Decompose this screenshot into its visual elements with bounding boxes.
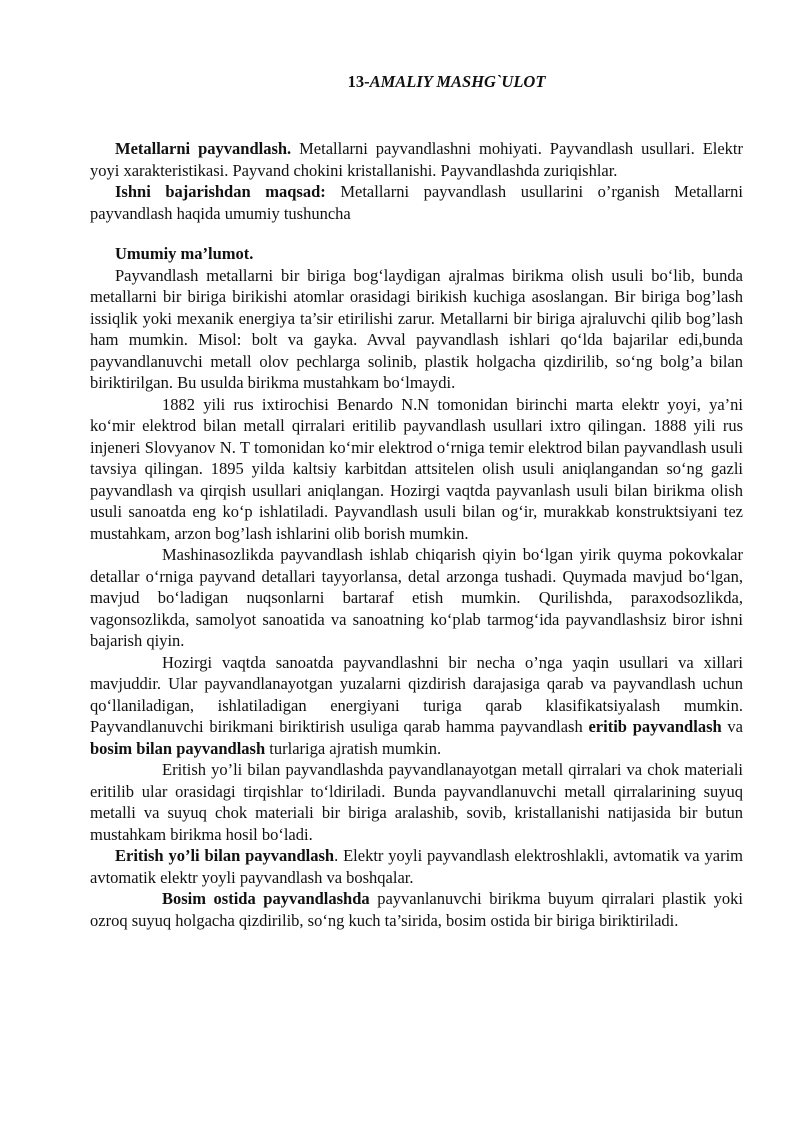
paragraph-7-text: payvanlanuvchi birikma buyum qirralari plastik yoki ozroq suyuq holgacha qizdirilib, so‘ng kuch ta’sirida, bosim ostida bir biriga biriktiriladi. bbox=[90, 889, 743, 930]
paragraph-4-start: Hozirgi vaqtda sanoatda payvandlashni bir necha o’nga yaqin usullari va xillari mavjuddir. Ular payvandlanayotgan yuzalarni qizdirish darajasiga qarab va payvandlash uchun qo‘llaniladigan, ishlatiladigan energiyani turiga qarab klasifikatsiyalash mumkin. Payvandlanuvchi birikmani biriktirish usuliga qarab hamma payvandlash bbox=[90, 652, 743, 736]
paragraph-1: Payvandlash metallarni bir biriga bog‘laydigan ajralmas birikma olish usuli bo‘lib, bunda metallarni bir biriga birikishi atomlar orasidagi birikish kuchiga asoslangan. Bir biriga bog’lash issiqlik yoki mexanik energiya ta’sir etirilishi zarur. Metallarni bir biriga ajraluvchi qilib bog’lash ham mumkin. Misol: bolt va gayka. Avval payvandlash ishlari qo‘lda bajarilar edi,bunda payvandlanuvchi metall olov pechlarga solinib, plastik holgacha qizdirilib, so‘ng bolg’a bilan biriktirilgan. Bu usulda birikma mustahkam bo‘lmaydi. bbox=[90, 265, 743, 392]
topic-paragraph bbox=[90, 138, 743, 181]
paragraph-4-mid: va bbox=[721, 717, 743, 736]
paragraph-4-bold-1: eritib payvandlash bbox=[588, 717, 722, 736]
goal-label: Ishni bajarishdan maqsad: bbox=[115, 182, 326, 201]
section-heading bbox=[90, 243, 743, 265]
paragraph-7 bbox=[90, 888, 743, 931]
page-title bbox=[90, 72, 743, 92]
goal-text: Metallarni payvandlash usullarini o’rganish Metallarni payvandlash haqida umumiy tushuncha bbox=[90, 182, 743, 223]
paragraph-3: Mashinasozlikda payvandlash ishlab chiqarish qiyin bo‘lgan yirik quyma pokovkalar detallar o‘rniga payvand detallari tayyorlansa, detal arzonga tushadi. Quymada mavjud bo‘lgan, mavjud bo‘ladigan nuqsonlarni bartaraf etish mumkin. Qurilishda, paraxodsozlikda, vagonsozlikda, samolyot sanoatida va sanoatning ko‘plab tarmog‘ida payvandlashsiz biror ishni bajarish qiyin. bbox=[90, 545, 743, 650]
section-heading-text: Umumiy ma’lumot. bbox=[115, 244, 254, 263]
topic-label: Metallarni payvandlash. bbox=[115, 139, 292, 158]
topic-text: Metallarni payvandlashni mohiyati. Payvandlash usullari. Elektr yoyi xarakteristikasi. Payvand chokini kristallanishi. Payvandlashda zuriqishlar. bbox=[90, 139, 744, 180]
paragraph-7-bold: Bosim ostida payvandlashda bbox=[162, 889, 370, 908]
title-number: 13- bbox=[347, 72, 370, 91]
document-page bbox=[90, 72, 743, 931]
paragraph-4 bbox=[90, 652, 743, 760]
paragraph-4-end: turlariga ajratish mumkin. bbox=[265, 738, 442, 758]
title-text: AMALIY MASHG`ULOT bbox=[369, 72, 546, 91]
paragraph-6-bold: Eritish yo’li bilan payvandlash bbox=[115, 846, 335, 865]
spacer bbox=[90, 224, 743, 243]
paragraph-4-bold-2: bosim bilan payvandlash bbox=[90, 738, 266, 758]
paragraph-5: Eritish yo’li bilan payvandlashda payvandlanayotgan metall qirralari va chok materiali eritilib ular orasidagi tirqishlar to‘ldiriladi. Bunda payvandlanuvchi metall qirralarining suyuq metalli va suyuq chok materiali bir biriga aralashib, sovib, kristallanishi natijasida bir butun mustahkam birikma hosil bo‘ladi. bbox=[90, 760, 743, 844]
paragraph-2: 1882 yili rus ixtirochisi Benardo N.N tomonidan birinchi marta elektr yoyi, ya’ni ko‘mir elektrod bilan metall qirralari eritilib payvandlash usullari ixtro qilingan. 1888 yili rus injeneri Slovyanov N. T tomonidan ko‘mir elektrod o‘rniga temir elektrod bilan payvandlash usuli tavsiya qilingan. 1895 yilda kaltsiy karbitdan attsitelen olish usuli aniqlangandan so‘ng gazli payvandlash va qirqish usullari aniqlangan. Hozirgi vaqtda payvanlash usuli bilan birikma olish usuli sanoatda eng ko‘p ishlatiladi. Payvandlash usuli bilan og‘ir, murakkab konstruktsiyani tez mustahkam, arzon bog’lash ishlarini olib borish mumkin. bbox=[90, 394, 743, 543]
paragraph-6-text: . Elektr yoyli payvandlash elektroshlakli, avtomatik va yarim avtomatik elektr yoyli payvandlash va boshqalar. bbox=[90, 846, 743, 887]
paragraph-6 bbox=[90, 845, 743, 888]
goal-paragraph bbox=[90, 181, 743, 224]
